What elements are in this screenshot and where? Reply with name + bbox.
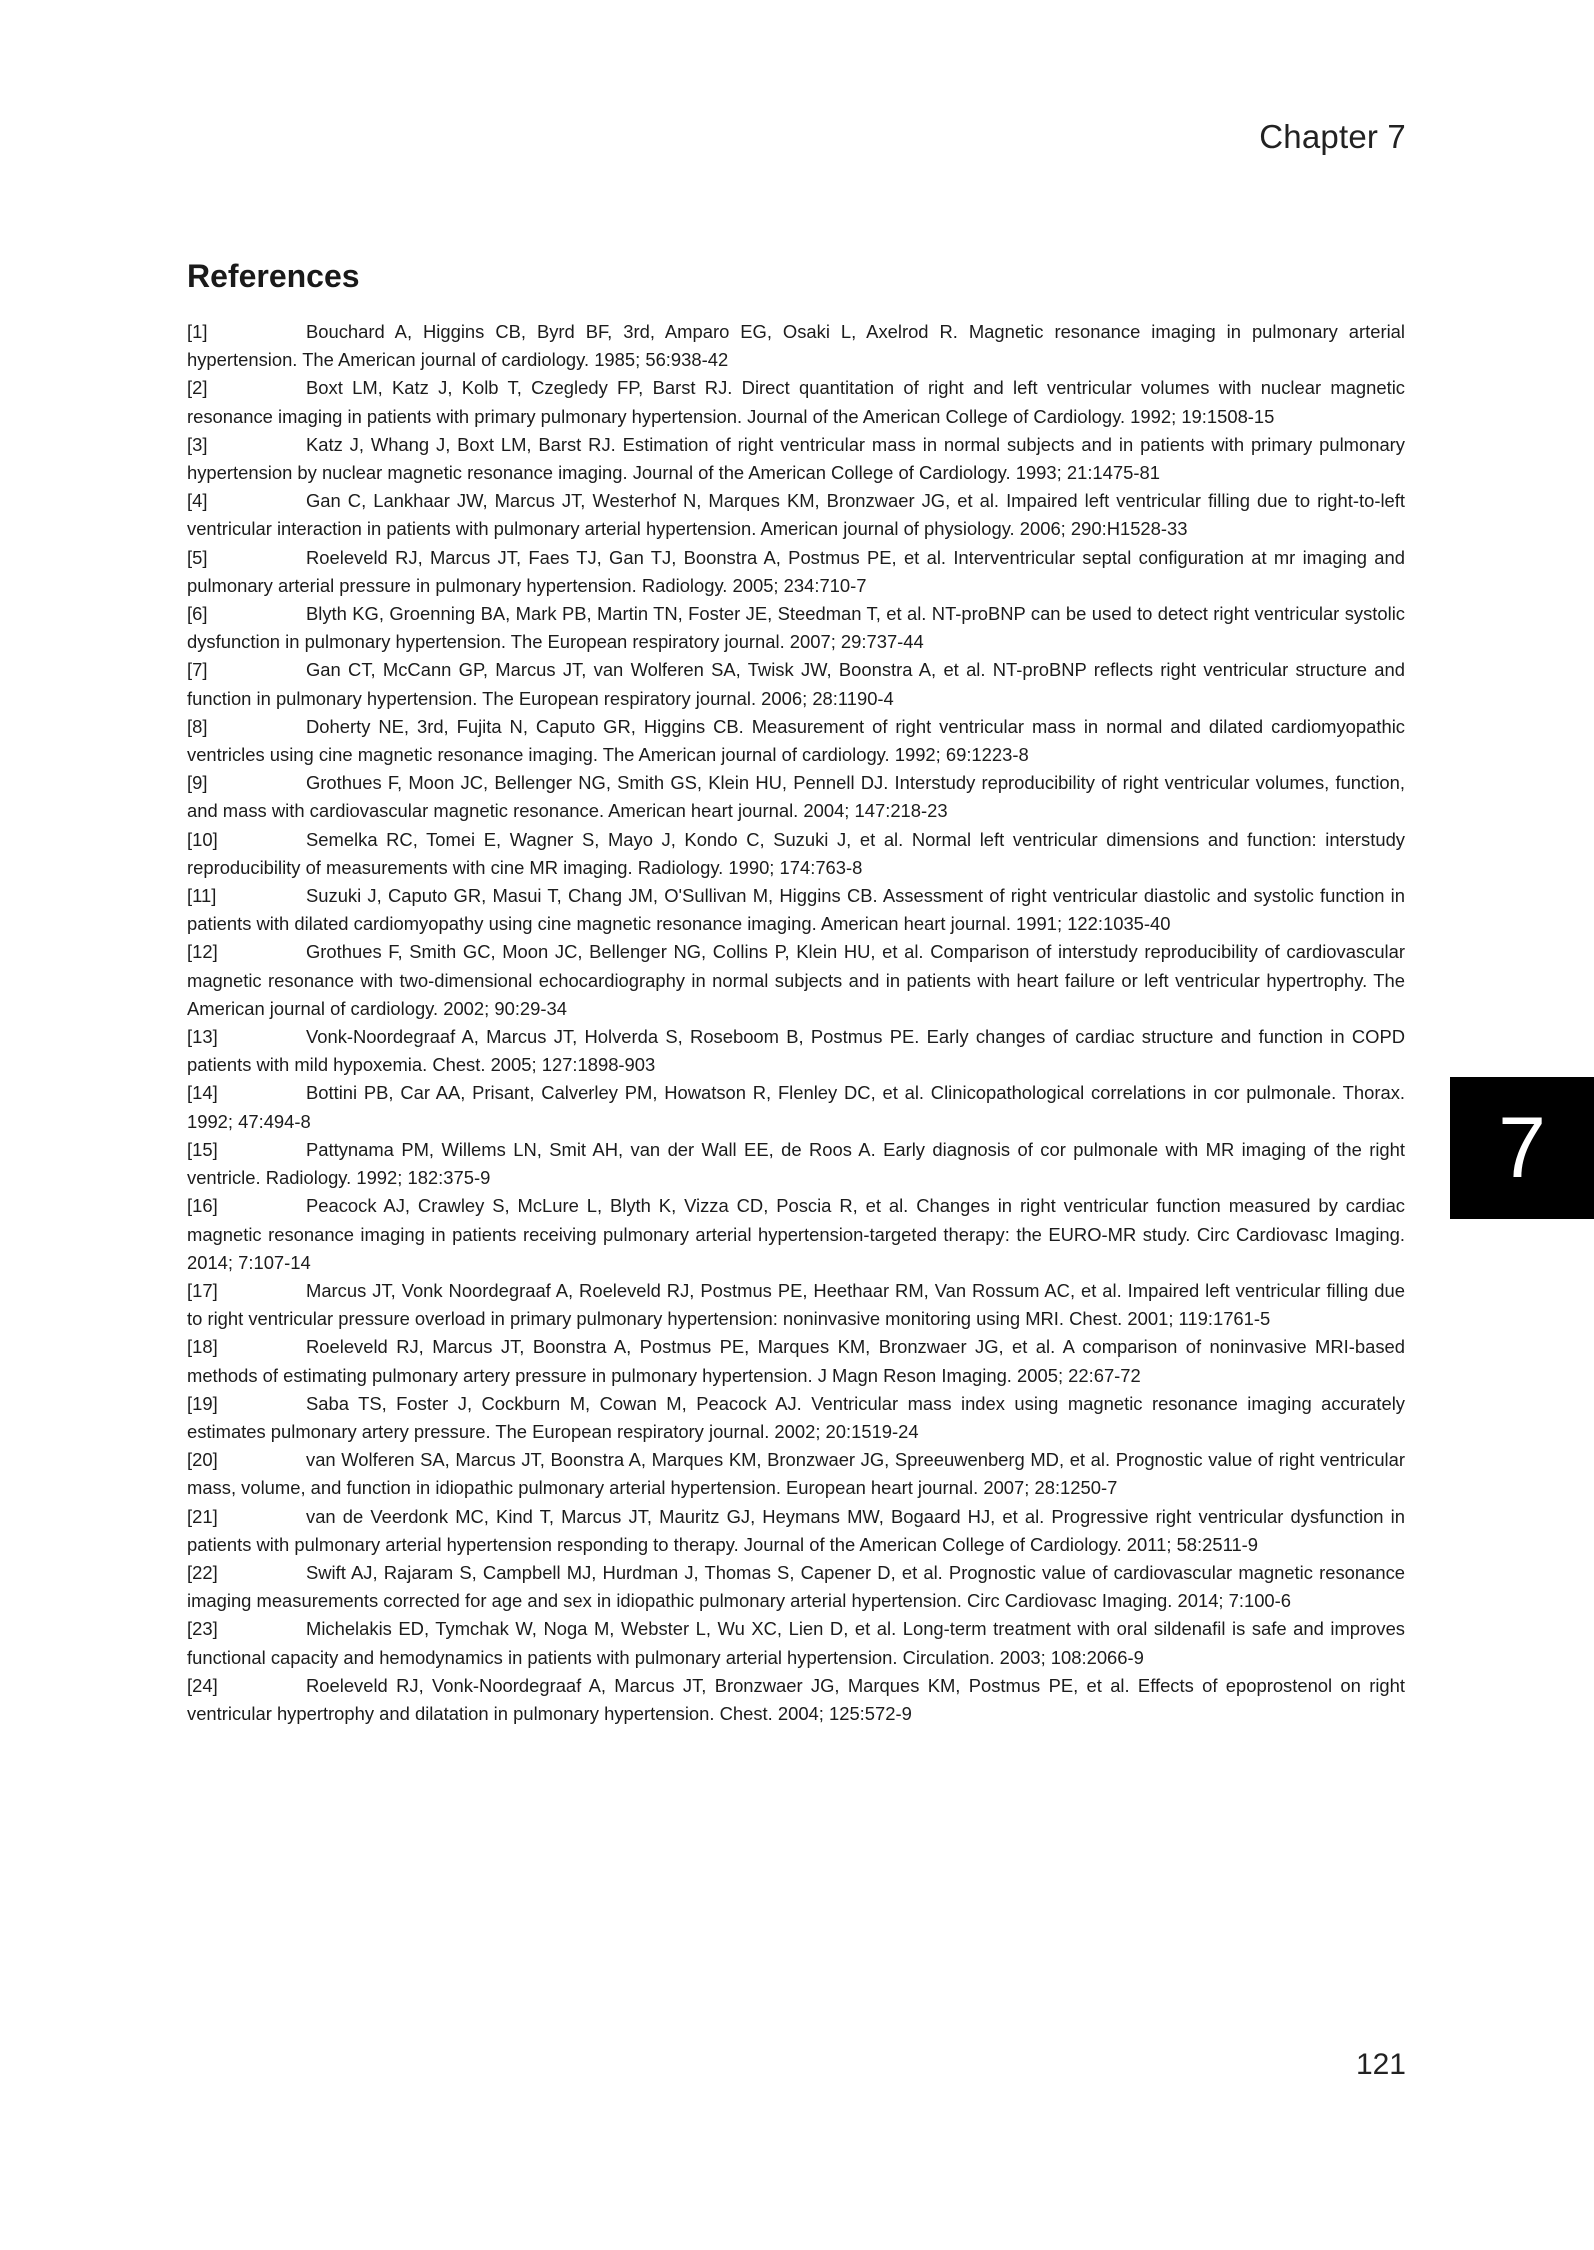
reference-text: van de Veerdonk MC, Kind T, Marcus JT, Mauritz GJ, Heymans MW, Bogaard HJ, et al. Progressive right ventricular dysfunction in patients with pulmonary arterial hypertension responding to therapy. Journal of the American College of Cardiology. 2011; 58:2511-9	[187, 1505, 1405, 1555]
reference-text: Gan C, Lankhaar JW, Marcus JT, Westerhof N, Marques KM, Bronzwaer JG, et al. Impaired left ventricular filling due to right-to-left ventricular interaction in patients with pulmonary arterial hypertension. American journal of physiology. 2006; 290:H1528-33	[187, 490, 1405, 540]
reference-number: [13]	[187, 1026, 218, 1048]
reference-number: [15]	[187, 1138, 218, 1160]
reference-item	[187, 1136, 1405, 1192]
reference-number: [9]	[187, 772, 208, 794]
reference-text: Roeleveld RJ, Vonk-Noordegraaf A, Marcus JT, Bronzwaer JG, Marques KM, Postmus PE, et al. Effects of epoprostenol on right ventricular hypertrophy and dilatation in pulmonary hypertension. Chest. 2004; 125:572-9	[187, 1674, 1405, 1724]
reference-item	[187, 769, 1405, 825]
reference-text: Vonk-Noordegraaf A, Marcus JT, Holverda S, Roseboom B, Postmus PE. Early changes of cardiac structure and function in COPD patients with mild hypoxemia. Chest. 2005; 127:1898-903	[187, 1026, 1405, 1076]
reference-number: [10]	[187, 828, 218, 850]
reference-item	[187, 1333, 1405, 1389]
reference-number: [23]	[187, 1618, 218, 1640]
section-title: References	[187, 258, 360, 294]
reference-text: Roeleveld RJ, Marcus JT, Faes TJ, Gan TJ, Boonstra A, Postmus PE, et al. Interventricular septal configuration at mr imaging and pulmonary arterial pressure in pulmonary hypertension. Radiology. 2005; 234:710-7	[187, 546, 1405, 596]
reference-text: Bottini PB, Car AA, Prisant, Calverley PM, Howatson R, Flenley DC, et al. Clinicopathological correlations in cor pulmonale. Thorax. 1992; 47:494-8	[187, 1082, 1405, 1132]
reference-text: Pattynama PM, Willems LN, Smit AH, van der Wall EE, de Roos A. Early diagnosis of cor pulmonale with MR imaging of the right ventricle. Radiology. 1992; 182:375-9	[187, 1138, 1405, 1189]
reference-number: [12]	[187, 941, 218, 963]
reference-item	[187, 826, 1405, 882]
reference-list	[187, 318, 1405, 1728]
reference-item	[187, 1615, 1405, 1671]
reference-number: [21]	[187, 1505, 218, 1527]
reference-item	[187, 882, 1405, 938]
reference-number: [17]	[187, 1279, 218, 1301]
reference-item	[187, 1390, 1405, 1446]
reference-text: Roeleveld RJ, Marcus JT, Boonstra A, Postmus PE, Marques KM, Bronzwaer JG, et al. A comparison of noninvasive MRI-based methods of estimating pulmonary artery pressure in pulmonary hypertension. J Magn Reson Imaging. 2005; 22:67-72	[187, 1336, 1405, 1386]
reference-number: [6]	[187, 603, 208, 625]
chapter-tab-label: 7	[1498, 1099, 1546, 1196]
reference-number: [16]	[187, 1195, 218, 1217]
reference-text: Katz J, Whang J, Boxt LM, Barst RJ. Estimation of right ventricular mass in normal subjects and in patients with primary pulmonary hypertension by nuclear magnetic resonance imaging. Journal of the American College of Cardiology. 1993; 21:1475-81	[187, 433, 1405, 484]
reference-number: [8]	[187, 715, 208, 737]
reference-item	[187, 487, 1405, 543]
reference-number: [19]	[187, 1392, 218, 1414]
reference-number: [2]	[187, 377, 208, 399]
reference-number: [20]	[187, 1449, 218, 1471]
reference-number: [14]	[187, 1082, 218, 1104]
reference-item	[187, 938, 1405, 1023]
reference-item	[187, 1023, 1405, 1079]
reference-item	[187, 1079, 1405, 1135]
reference-text: Doherty NE, 3rd, Fujita N, Caputo GR, Higgins CB. Measurement of right ventricular mass in normal and dilated cardiomyopathic ventricles using cine magnetic resonance imaging. The American journal of cardiology. 1992; 69:1223-8	[187, 715, 1405, 766]
reference-text: Bouchard A, Higgins CB, Byrd BF, 3rd, Amparo EG, Osaki L, Axelrod R. Magnetic resonance imaging in pulmonary arterial hypertension. The American journal of cardiology. 1985; 56:938-42	[187, 321, 1405, 371]
chapter-tab	[1450, 1077, 1594, 1219]
reference-number: [18]	[187, 1336, 218, 1358]
reference-item	[187, 1672, 1405, 1728]
reference-item	[187, 600, 1405, 656]
reference-item	[187, 656, 1405, 712]
reference-number: [24]	[187, 1674, 218, 1696]
reference-number: [4]	[187, 490, 208, 512]
reference-text: Marcus JT, Vonk Noordegraaf A, Roeleveld RJ, Postmus PE, Heethaar RM, Van Rossum AC, et al. Impaired left ventricular filling due to right ventricular pressure overload in primary pulmonary hypertension: noninvasive monitoring using MRI. Chest. 2001; 119:1761-5	[187, 1279, 1405, 1330]
reference-item	[187, 1277, 1405, 1333]
reference-number: [1]	[187, 321, 208, 342]
reference-number: [7]	[187, 659, 208, 681]
page-number: 121	[1355, 2048, 1406, 2081]
reference-item	[187, 1192, 1405, 1277]
reference-item	[187, 374, 1405, 430]
reference-item	[187, 318, 1405, 374]
reference-text: van Wolferen SA, Marcus JT, Boonstra A, Marques KM, Bronzwaer JG, Spreeuwenberg MD, et al. Prognostic value of right ventricular mass, volume, and function in idiopathic pulmonary arterial hypertension. European heart journal. 2007; 28:1250-7	[187, 1449, 1405, 1499]
reference-text: Grothues F, Moon JC, Bellenger NG, Smith GS, Klein HU, Pennell DJ. Interstudy reproducibility of right ventricular volumes, function, and mass with cardiovascular magnetic resonance. American heart journal. 2004; 147:218-23	[187, 772, 1405, 822]
reference-number: [5]	[187, 546, 208, 568]
reference-number: [22]	[187, 1561, 218, 1583]
reference-text: Peacock AJ, Crawley S, McLure L, Blyth K, Vizza CD, Poscia R, et al. Changes in right ventricular function measured by cardiac magnetic resonance imaging in patients receiving pulmonary arterial hypertension-targeted therapy: the EURO-MR study. Circ Cardiovasc Imaging. 2014; 7:107-14	[187, 1195, 1405, 1273]
reference-text: Swift AJ, Rajaram S, Campbell MJ, Hurdman J, Thomas S, Capener D, et al. Prognostic value of cardiovascular magnetic resonance imaging measurements corrected for age and sex in idiopathic pulmonary arterial hypertension. Circ Cardiovasc Imaging. 2014; 7:100-6	[187, 1561, 1405, 1612]
reference-text: Gan CT, McCann GP, Marcus JT, van Wolferen SA, Twisk JW, Boonstra A, et al. NT-proBNP reflects right ventricular structure and function in pulmonary hypertension. The European respiratory journal. 2006; 28:1190-4	[187, 659, 1405, 709]
reference-text: Suzuki J, Caputo GR, Masui T, Chang JM, O'Sullivan M, Higgins CB. Assessment of right ventricular diastolic and systolic function in patients with dilated cardiomyopathy using cine magnetic resonance imaging. American heart journal. 1991; 122:1035-40	[187, 885, 1405, 935]
reference-number: [11]	[187, 885, 217, 907]
reference-item	[187, 1559, 1405, 1615]
reference-item	[187, 1503, 1405, 1559]
reference-item	[187, 544, 1405, 600]
reference-number: [3]	[187, 433, 208, 455]
reference-text: Grothues F, Smith GC, Moon JC, Bellenger NG, Collins P, Klein HU, et al. Comparison of interstudy reproducibility of cardiovascular magnetic resonance with two-dimensional echocardiography in normal subjects and in patients with heart failure or left ventricular hypertrophy. The American journal of cardiology. 2002; 90:29-34	[187, 941, 1405, 1019]
reference-text: Boxt LM, Katz J, Kolb T, Czegledy FP, Barst RJ. Direct quantitation of right and left ventricular volumes with nuclear magnetic resonance imaging in patients with primary pulmonary hypertension. Journal of the American College of Cardiology. 1992; 19:1508-15	[187, 377, 1405, 427]
reference-text: Blyth KG, Groenning BA, Mark PB, Martin TN, Foster JE, Steedman T, et al. NT-proBNP can be used to detect right ventricular systolic dysfunction in pulmonary hypertension. The European respiratory journal. 2007; 29:737-44	[187, 603, 1405, 653]
reference-item	[187, 431, 1405, 487]
chapter-header: Chapter 7	[1259, 118, 1406, 155]
reference-text: Michelakis ED, Tymchak W, Noga M, Webster L, Wu XC, Lien D, et al. Long-term treatment with oral sildenafil is safe and improves functional capacity and hemodynamics in patients with pulmonary arterial hypertension. Circulation. 2003; 108:2066-9	[187, 1618, 1405, 1668]
reference-text: Saba TS, Foster J, Cockburn M, Cowan M, Peacock AJ. Ventricular mass index using magnetic resonance imaging accurately estimates pulmonary artery pressure. The European respiratory journal. 2002; 20:1519-24	[187, 1392, 1405, 1442]
reference-item	[187, 1446, 1405, 1502]
reference-text: Semelka RC, Tomei E, Wagner S, Mayo J, Kondo C, Suzuki J, et al. Normal left ventricular dimensions and function: interstudy reproducibility of measurements with cine MR imaging. Radiology. 1990; 174:763-8	[187, 828, 1405, 878]
reference-item	[187, 713, 1405, 769]
